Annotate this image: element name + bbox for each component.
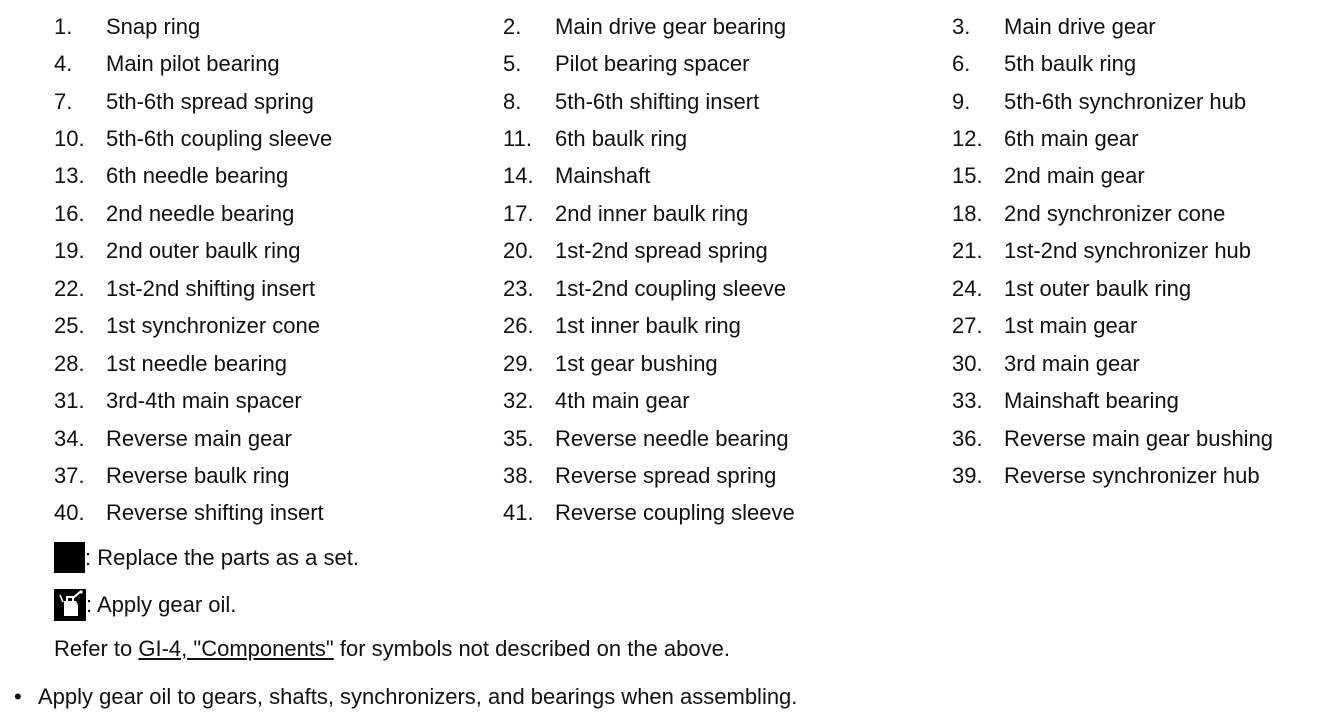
part-item xyxy=(503,158,952,195)
part-item xyxy=(952,270,1324,307)
reference-line xyxy=(54,636,730,662)
part-number: 2. xyxy=(503,13,522,39)
part-item xyxy=(503,345,952,382)
part-number: 26. xyxy=(503,313,534,339)
part-item xyxy=(54,345,503,382)
part-number: 27. xyxy=(952,313,983,339)
assembly-note-text: Apply gear oil to gears, shafts, synchronizers, and bearings when assembling. xyxy=(38,684,798,709)
assembly-note xyxy=(14,684,797,710)
part-name: Mainshaft xyxy=(555,163,651,189)
part-item xyxy=(952,120,1324,157)
part-name: 5th-6th synchronizer hub xyxy=(1004,88,1247,114)
part-name: Main pilot bearing xyxy=(106,51,280,77)
part-name: 1st-2nd spread spring xyxy=(555,238,768,264)
part-number: 40. xyxy=(54,500,85,526)
part-number: 30. xyxy=(952,350,983,376)
part-name: Reverse shifting insert xyxy=(106,500,324,526)
part-item xyxy=(503,495,952,532)
part-item xyxy=(54,158,503,195)
part-number: 34. xyxy=(54,425,85,451)
part-name: 2nd inner baulk ring xyxy=(555,200,749,226)
part-item xyxy=(54,420,503,457)
part-name: 1st needle bearing xyxy=(106,350,288,376)
part-number: 20. xyxy=(503,238,534,264)
part-name: 1st main gear xyxy=(1004,313,1138,339)
part-item xyxy=(503,270,952,307)
part-name: 1st synchronizer cone xyxy=(106,313,320,339)
part-name: 1st gear bushing xyxy=(555,350,718,376)
part-item xyxy=(54,233,503,270)
part-name: 2nd main gear xyxy=(1004,163,1145,189)
part-name: Reverse needle bearing xyxy=(555,425,789,451)
part-name: 2nd outer baulk ring xyxy=(106,238,301,264)
part-item xyxy=(54,120,503,157)
part-number: 11. xyxy=(503,126,532,152)
part-item xyxy=(54,270,503,307)
part-number: 28. xyxy=(54,350,85,376)
bullet-marker: • xyxy=(14,684,22,709)
part-item xyxy=(503,45,952,82)
part-name: 2nd needle bearing xyxy=(106,200,295,226)
part-number: 32. xyxy=(503,388,534,414)
part-number: 41. xyxy=(503,500,534,526)
part-item xyxy=(54,195,503,232)
part-name: Main drive gear xyxy=(1004,13,1156,39)
part-name: Reverse spread spring xyxy=(555,462,777,488)
part-item xyxy=(952,457,1324,494)
part-number: 22. xyxy=(54,275,85,301)
part-number: 4. xyxy=(54,51,73,77)
part-name: Snap ring xyxy=(106,13,201,39)
part-item xyxy=(952,83,1324,120)
part-number: 1. xyxy=(54,13,73,39)
part-number: 16. xyxy=(54,200,85,226)
part-item xyxy=(54,8,503,45)
part-name: Reverse main gear bushing xyxy=(1004,425,1274,451)
part-number: 12. xyxy=(952,126,983,152)
part-name: 6th main gear xyxy=(1004,126,1139,152)
oil-can-icon xyxy=(54,589,86,621)
part-item xyxy=(54,495,503,532)
part-item xyxy=(54,308,503,345)
part-item xyxy=(54,457,503,494)
filled-square-icon xyxy=(54,542,85,573)
part-item xyxy=(952,233,1324,270)
legend-apply-gear-oil-text: : Apply gear oil. xyxy=(86,592,237,617)
part-number: 6. xyxy=(952,51,971,77)
components-reference-link[interactable]: GI-4, "Components" xyxy=(138,636,334,661)
part-number: 18. xyxy=(952,200,983,226)
part-number: 36. xyxy=(952,425,983,451)
part-name: 1st-2nd synchronizer hub xyxy=(1004,238,1252,264)
part-item xyxy=(503,420,952,457)
part-name: 5th baulk ring xyxy=(1004,51,1137,77)
part-item xyxy=(952,308,1324,345)
part-name: 5th-6th shifting insert xyxy=(555,88,760,114)
part-name: 3rd main gear xyxy=(1004,350,1140,376)
part-number: 9. xyxy=(952,88,971,114)
part-item xyxy=(952,8,1324,45)
part-number: 31. xyxy=(54,388,85,414)
part-name: 1st-2nd shifting insert xyxy=(106,275,316,301)
part-number: 29. xyxy=(503,350,534,376)
part-number: 35. xyxy=(503,425,534,451)
part-number: 8. xyxy=(503,88,522,114)
part-item xyxy=(54,382,503,419)
part-item xyxy=(503,195,952,232)
part-name: 1st inner baulk ring xyxy=(555,313,741,339)
part-item xyxy=(952,420,1324,457)
part-name: Reverse baulk ring xyxy=(106,462,290,488)
part-name: 3rd-4th main spacer xyxy=(106,388,302,414)
part-name: 6th needle bearing xyxy=(106,163,289,189)
part-item xyxy=(503,120,952,157)
part-number: 39. xyxy=(952,462,983,488)
part-number: 13. xyxy=(54,163,85,189)
part-number: 14. xyxy=(503,163,534,189)
part-number: 25. xyxy=(54,313,85,339)
part-item xyxy=(952,345,1324,382)
part-item xyxy=(54,83,503,120)
legend-apply-gear-oil xyxy=(54,589,236,621)
part-item xyxy=(952,382,1324,419)
part-item xyxy=(952,195,1324,232)
part-name: 1st outer baulk ring xyxy=(1004,275,1192,301)
part-item xyxy=(952,45,1324,82)
part-item xyxy=(54,45,503,82)
part-name: 4th main gear xyxy=(555,388,690,414)
part-name: Reverse main gear xyxy=(106,425,292,451)
part-number: 21. xyxy=(952,238,983,264)
part-item xyxy=(503,457,952,494)
part-item xyxy=(503,233,952,270)
part-item xyxy=(952,158,1324,195)
part-name: 1st-2nd coupling sleeve xyxy=(555,275,787,301)
part-name: 5th-6th spread spring xyxy=(106,88,314,114)
legend-replace-set xyxy=(54,542,359,573)
part-item xyxy=(503,8,952,45)
part-item xyxy=(503,83,952,120)
part-name: 6th baulk ring xyxy=(555,126,688,152)
reference-prefix: Refer to xyxy=(54,636,139,661)
reference-suffix: for symbols not described on the above. xyxy=(333,636,730,661)
part-number: 17. xyxy=(503,200,534,226)
part-name: Mainshaft bearing xyxy=(1004,388,1179,414)
part-number: 37. xyxy=(54,462,85,488)
part-name: Main drive gear bearing xyxy=(555,13,787,39)
legend-replace-set-text: : Replace the parts as a set. xyxy=(85,544,359,570)
part-number: 3. xyxy=(952,13,971,39)
part-number: 5. xyxy=(503,51,522,77)
part-number: 7. xyxy=(54,88,73,114)
part-number: 19. xyxy=(54,238,85,264)
part-item xyxy=(503,308,952,345)
part-number: 38. xyxy=(503,462,534,488)
part-name: Pilot bearing spacer xyxy=(555,51,750,77)
part-item xyxy=(503,382,952,419)
part-number: 23. xyxy=(503,275,534,301)
part-name: Reverse synchronizer hub xyxy=(1004,462,1260,488)
part-number: 33. xyxy=(952,388,983,414)
part-name: 2nd synchronizer cone xyxy=(1004,200,1226,226)
part-number: 10. xyxy=(54,126,85,152)
parts-list xyxy=(54,8,1324,532)
part-name: 5th-6th coupling sleeve xyxy=(106,126,333,152)
part-name: Reverse coupling sleeve xyxy=(555,500,795,526)
part-number: 24. xyxy=(952,275,983,301)
part-number: 15. xyxy=(952,163,983,189)
